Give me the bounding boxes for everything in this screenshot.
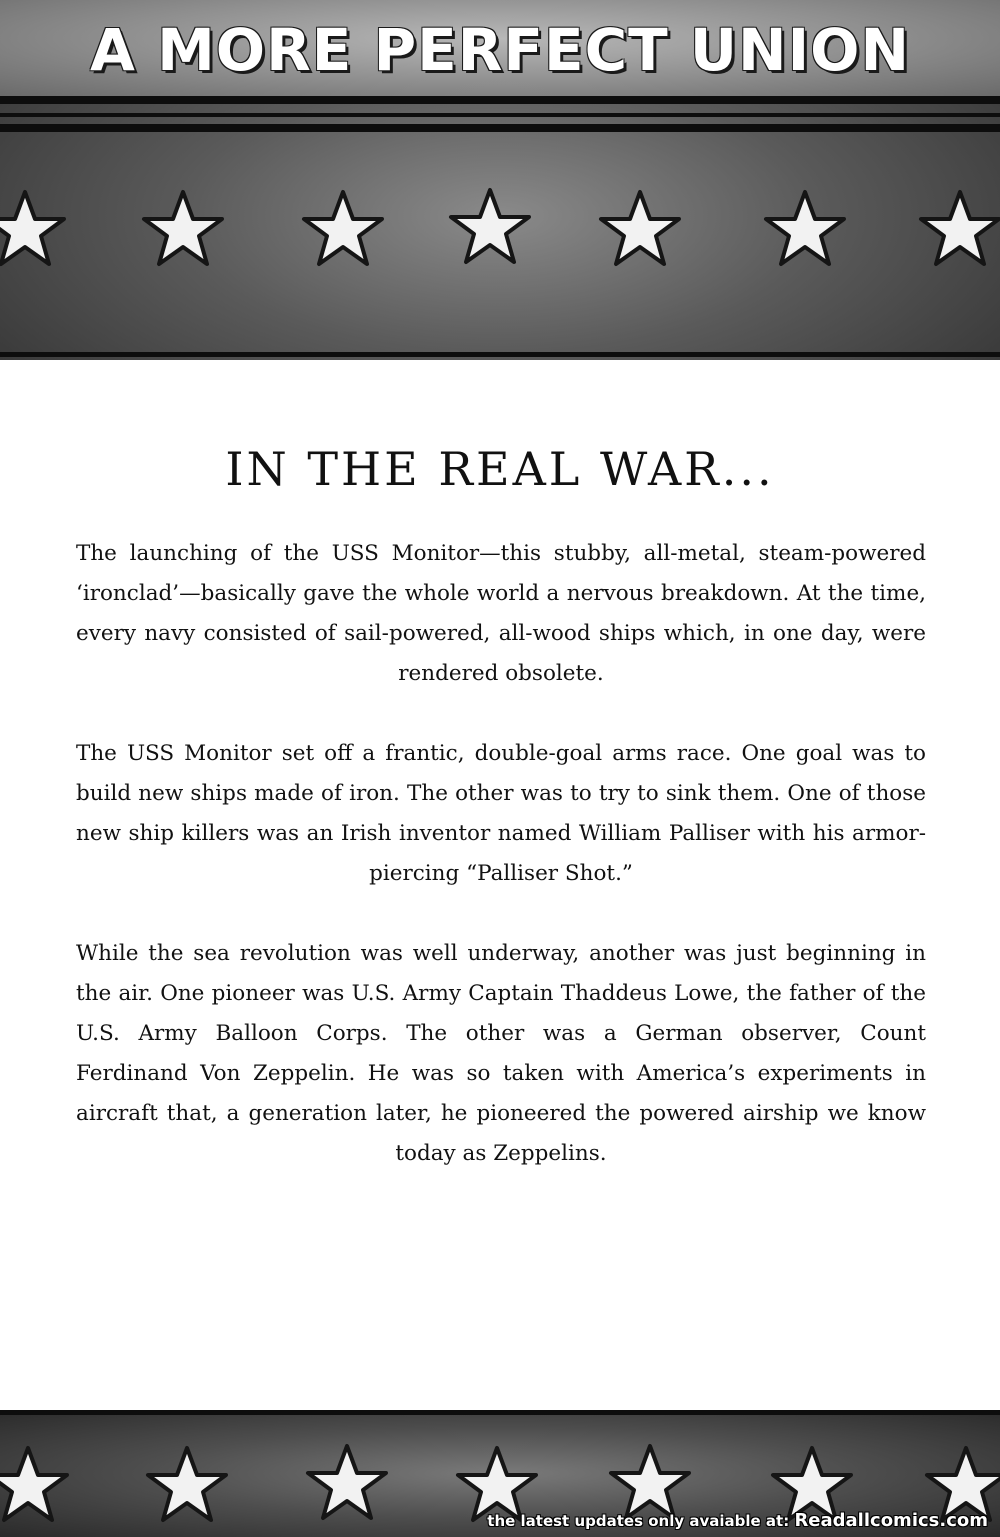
article-paragraph: While the sea revolution was well underway, another was just beginning in the air. One pioneer was U.S. Army Captain Thaddeus Lowe, the father of the U.S. Army Balloon Corps. The other was a German observer, Count Ferdinand Von Zeppelin. He was so taken with America’s experiments in aircraft that, a generation later, he pioneered the powered airship we know today as Zeppelins. — [76, 941, 926, 1166]
star-icon — [601, 192, 679, 264]
star-icon — [144, 192, 222, 264]
star-icon — [148, 1448, 226, 1520]
watermark — [487, 1510, 988, 1531]
bottom-banner — [0, 1410, 1000, 1537]
watermark-site-link[interactable]: Readallcomics.com — [794, 1510, 988, 1531]
star-row-top — [0, 180, 1000, 290]
article-paragraph: The launching of the USS Monitor—this stubby, all-metal, steam-powered ‘ironclad’—basically gave the whole world a nervous breakdown. At the time, every navy consisted of sail-powered, all-wood ships which, in one day, were rendered obsolete. — [76, 541, 926, 686]
star-icon — [611, 1446, 689, 1518]
star-icon — [304, 192, 382, 264]
star-icon — [0, 192, 64, 264]
star-icon — [451, 190, 529, 262]
article-paragraph: The USS Monitor set off a frantic, double-goal arms race. One goal was to build new ships made of iron. The other was to try to sink them. One of those new ship killers was an Irish inventor named William Palliser with his armor-piercing “Palliser Shot.” — [76, 741, 926, 886]
top-banner — [0, 0, 1000, 360]
divider-line — [0, 96, 1000, 104]
divider-line — [0, 1410, 1000, 1415]
star-icon — [921, 192, 999, 264]
watermark-text: the latest updates only avaiable at: — [487, 1512, 790, 1530]
page-title: A MORE PERFECT UNION — [90, 16, 910, 84]
star-icon — [308, 1446, 386, 1518]
article-heading: IN THE REAL WAR... — [225, 442, 775, 496]
star-icon — [766, 192, 844, 264]
divider-line — [0, 113, 1000, 117]
divider-line — [0, 352, 1000, 357]
divider-line — [0, 124, 1000, 132]
star-icon — [0, 1448, 67, 1520]
